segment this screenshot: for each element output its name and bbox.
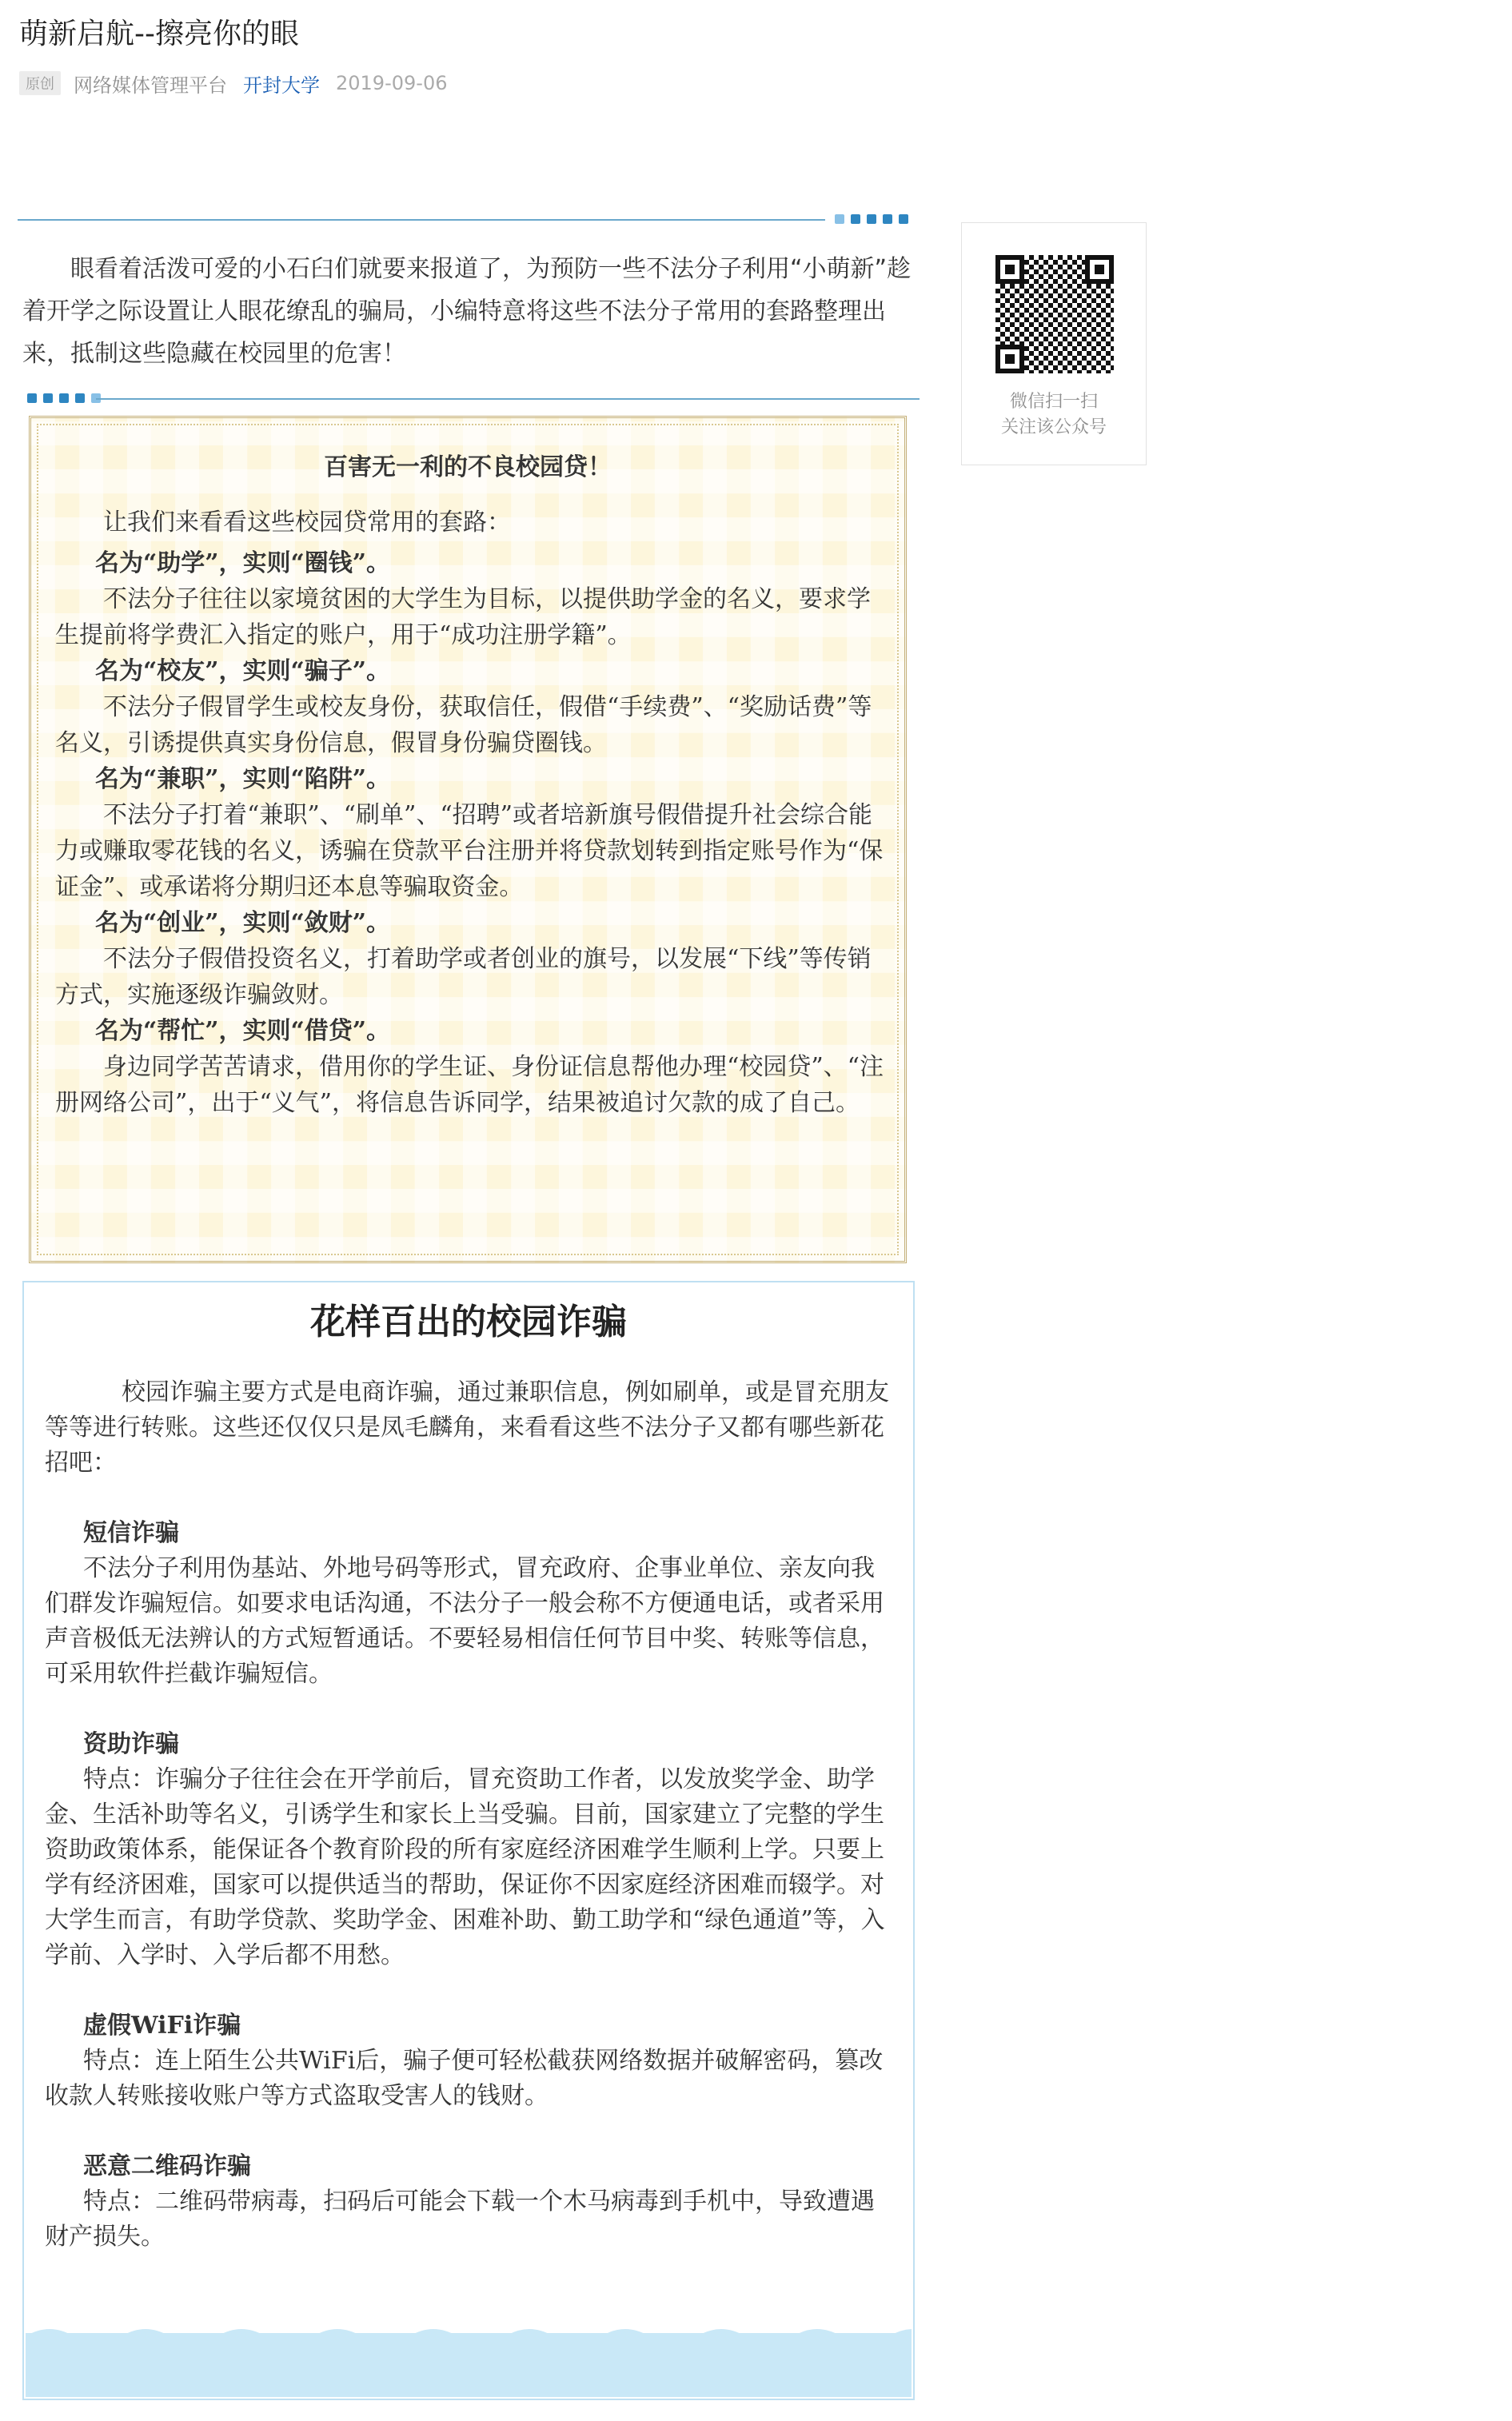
wave-icon: [26, 2319, 912, 2351]
qr-finder-icon: [995, 345, 1024, 373]
loan-item-text: 不法分子假冒学生或校友身份，获取信任，假借“手续费”、“奖励话费”等名义，引诱提供真实身份信息，假冒身份骗贷圈钱。: [55, 693, 872, 757]
article-title: 萌新启航--擦亮你的眼: [19, 18, 299, 50]
qr-code-image[interactable]: [995, 255, 1114, 373]
campus-loan-box: [29, 416, 907, 1263]
article-meta: [19, 67, 447, 99]
qr-caption: [962, 389, 1146, 441]
loan-item-text: 身边同学苦苦请求，借用你的学生证、身份证信息帮他办理“校园贷”、“注册网络公司”，出于“义气”，将信息告诉同学，结果被追讨欠款的成了自己。: [55, 1053, 884, 1117]
top-divider: [18, 219, 825, 221]
fraud-intro: 校园诈骗主要方式是电商诈骗，通过兼职信息，例如刷单，或是冒充朋友等等进行转账。这些还仅仅只是凤毛麟角，来看看这些不法分子又都有哪些新花招吧：: [45, 1378, 889, 1477]
loan-box-lead: 让我们来看看这些校园贷常用的套路：: [103, 509, 511, 536]
campus-fraud-box: [22, 1281, 915, 2400]
qr-caption-line1: 微信扫一扫: [1009, 392, 1098, 412]
mid-divider: [96, 398, 920, 400]
fraud-section-title: 恶意二维码诈骗: [83, 2152, 251, 2180]
fraud-section-text: 特点：二维码带病毒，扫码后可能会下载一个木马病毒到手机中，导致遭遇财产损失。: [45, 2188, 875, 2251]
loan-item-title: 名为“兼职”，实则“陷阱”。: [95, 765, 391, 793]
loan-item-title: 名为“帮忙”，实则“借贷”。: [95, 1017, 391, 1045]
qr-finder-icon: [995, 255, 1024, 284]
loan-box-body: [55, 498, 887, 1121]
loan-item-title: 名为“助学”，实则“圈钱”。: [95, 549, 391, 577]
loan-item-text: 不法分子打着“兼职”、“刷单”、“招聘”或者培新旗号假借提升社会综合能力或赚取零花钱的名义，诱骗在贷款平台注册并将贷款划转到指定账号作为“保证金”、或承诺将分期归还本息等骗取资金。: [55, 801, 884, 901]
account-name[interactable]: 网络媒体管理平台: [74, 74, 227, 97]
publish-date: 2019-09-06: [336, 72, 448, 94]
fraud-section-text: 特点：连上陌生公共WiFi后，骗子便可轻松截获网络数据并破解密码，篡改收款人转账接收账户等方式盗取受害人的钱财。: [45, 2047, 884, 2110]
loan-item-title: 名为“创业”，实则“敛财”。: [95, 909, 391, 937]
intro-paragraph: [22, 248, 918, 375]
qr-card: [961, 222, 1147, 465]
intro-text: 眼看着活泼可爱的小石臼们就要来报道了，为预防一些不法分子利用“小萌新”趁着开学之际设置让人眼花缭乱的骗局，小编特意将这些不法分子常用的套路整理出来，抵制这些隐藏在校园里的危害！: [22, 255, 912, 368]
original-badge: 原创: [19, 71, 61, 95]
fraud-section-title: 短信诈骗: [83, 1519, 179, 1547]
fraud-section-text: 特点：诈骗分子往往会在开学前后，冒充资助工作者，以发放奖学金、助学金、生活补助等名义，引诱学生和家长上当受骗。目前，国家建立了完整的学生资助政策体系，能保证各个教育阶段的所有家庭经济困难学生顺利上学。只要上学有经济困难，国家可以提供适当的帮助，保证你不因家庭经济困难而辍学。对大学生而言，有助学贷款、奖助学金、困难补助、勤工助学和“绿色通道”等，入学前、入学时、入学后都不用愁。: [45, 1765, 885, 1969]
loan-item-text: 不法分子假借投资名义，打着助学或者创业的旗号，以发展“下线”等传销方式，实施逐级诈骗敛财。: [55, 945, 872, 1009]
loan-box-heading: 百害无一利的不良校园贷！: [324, 453, 612, 481]
loan-item-text: 不法分子往往以家境贫困的大学生为目标，以提供助学金的名义，要求学生提前将学费汇入指定的账户，用于“成功注册学籍”。: [55, 585, 871, 649]
top-divider-dots: [835, 214, 908, 224]
wave-decoration: [26, 2333, 912, 2397]
fraud-box-title: 花样百出的校园诈骗: [310, 1302, 627, 1342]
fraud-section-title: 资助诈骗: [83, 1730, 179, 1758]
loan-item-title: 名为“校友”，实则“骗子”。: [95, 657, 391, 685]
fraud-section-title: 虚假WiFi诈骗: [83, 2012, 241, 2040]
fraud-box-body: [45, 1375, 892, 2255]
qr-finder-icon: [1085, 255, 1114, 284]
fraud-section-text: 不法分子利用伪基站、外地号码等形式，冒充政府、企事业单位、亲友向我们群发诈骗短信。如要求电话沟通，不法分子一般会称不方便通电话，或者采用声音极低无法辨认的方式短暂通话。不要轻易相信任何节目中奖、转账等信息，可采用软件拦截诈骗短信。: [45, 1554, 884, 1688]
qr-caption-line2: 关注该公众号: [1000, 417, 1107, 437]
school-link[interactable]: 开封大学: [243, 74, 320, 97]
mid-divider-dots: [27, 393, 101, 403]
